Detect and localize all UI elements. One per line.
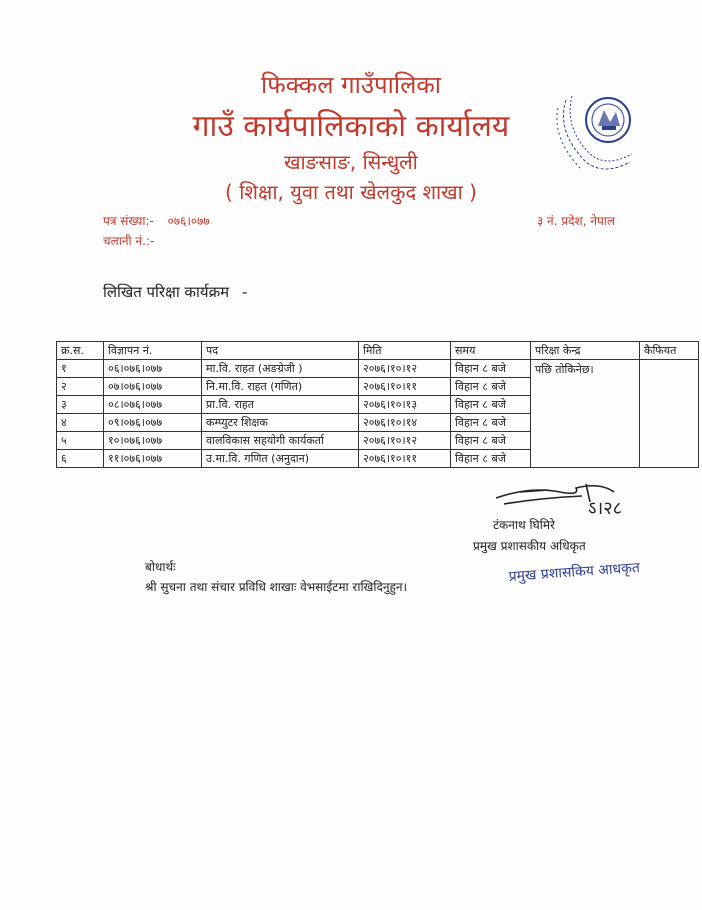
cell-advt-no: ०७।०७६।०७७ xyxy=(104,378,202,396)
cell-time: विहान ८ बजे xyxy=(451,396,531,414)
signatory-name: टंकनाथ घिमिरे xyxy=(493,518,555,532)
cell-time: विहान ८ बजे xyxy=(451,450,531,468)
cell-post: नि.मा.वि. राहत (गणित) xyxy=(202,378,359,396)
signature-date: ऽ।२८ xyxy=(588,498,622,519)
cell-sn: ५ xyxy=(57,432,104,450)
cell-time: विहान ८ बजे xyxy=(451,378,531,396)
cell-sn: २ xyxy=(57,378,104,396)
signatory-designation: प्रमुख प्रशासकीय अधिकृत xyxy=(473,539,586,553)
cell-advt-no: ०८।०७६।०७७ xyxy=(104,396,202,414)
cell-sn: ६ xyxy=(57,450,104,468)
cell-advt-no: ११।०७६।०७७ xyxy=(104,450,202,468)
cc-line: श्री सुचना तथा संचार प्रविधि शाखाः वेभसाईटमा राखिदिनुहुन। xyxy=(145,580,408,594)
cell-post: मा.वि. राहत (अङग्रेजी ) xyxy=(202,360,359,378)
col-header-time: समय xyxy=(451,342,531,360)
table-row xyxy=(57,360,699,378)
cell-advt-no: १०।०७६।०७७ xyxy=(104,432,202,450)
office-location: खाङसाङ, सिन्धुली xyxy=(284,150,418,174)
patra-sankhya-label: पत्र संख्या:- xyxy=(103,214,154,228)
cell-time: विहान ८ बजे xyxy=(451,360,531,378)
cell-post: उ.मा.वि. गणित (अनुदान) xyxy=(202,450,359,468)
col-header-center: परिक्षा केन्द्र xyxy=(531,342,640,360)
cell-sn: ३ xyxy=(57,396,104,414)
cc-label: बोधार्थः xyxy=(145,560,176,574)
cell-sn: ४ xyxy=(57,414,104,432)
designation-stamp: प्रमुख प्रशासकिय आधकृत xyxy=(508,559,641,585)
province-text: ३ नं. प्रदेश, नेपाल xyxy=(537,214,616,228)
cell-time: विहान ८ बजे xyxy=(451,414,531,432)
cell-exam-center: पछि तोकिनेछ। xyxy=(531,360,640,468)
cell-remarks xyxy=(640,360,699,468)
office-name: गाउँ कार्यपालिकाको कार्यालय xyxy=(192,109,510,144)
cell-date: २०७६।१०।१३ xyxy=(359,396,451,414)
cell-sn: १ xyxy=(57,360,104,378)
cell-advt-no: ०६।०७६।०७७ xyxy=(104,360,202,378)
chalani-label: चलानी नं.:- xyxy=(103,234,155,248)
section-name: ( शिक्षा, युवा तथा खेलकुद शाखा ) xyxy=(225,180,477,204)
table-header-row xyxy=(57,342,699,360)
col-header-post: पद xyxy=(202,342,359,360)
cell-date: २०७६।१०।११ xyxy=(359,450,451,468)
exam-schedule-table xyxy=(56,341,699,468)
patra-sankhya-value: ०७६।०७७ xyxy=(167,214,210,228)
cell-post: कम्प्युटर शिक्षक xyxy=(202,414,359,432)
cell-date: २०७६।१०।१२ xyxy=(359,360,451,378)
cell-date: २०७६।१०।११ xyxy=(359,378,451,396)
cell-date: २०७६।१०।१४ xyxy=(359,414,451,432)
cell-time: विहान ८ बजे xyxy=(451,432,531,450)
document-title: लिखित परिक्षा कार्यक्रम - xyxy=(103,283,248,301)
col-header-remarks: कैफियत xyxy=(640,342,699,360)
cell-advt-no: ०९।०७६।०७७ xyxy=(104,414,202,432)
patra-sankhya xyxy=(103,212,210,229)
cell-post: प्रा.वि. राहत xyxy=(202,396,359,414)
cell-date: २०७६।१०।१२ xyxy=(359,432,451,450)
col-header-advt-no: विज्ञापन नं. xyxy=(104,342,202,360)
col-header-date: मिति xyxy=(359,342,451,360)
document-title-text: लिखित परिक्षा कार्यक्रम xyxy=(103,283,230,301)
municipal-seal-icon xyxy=(546,92,642,182)
cell-post: वालविकास सहयोगी कार्यकर्ता xyxy=(202,432,359,450)
municipality-name: फिक्कल गाउँपालिका xyxy=(261,71,441,99)
col-header-sn: क्र.स. xyxy=(57,342,104,360)
